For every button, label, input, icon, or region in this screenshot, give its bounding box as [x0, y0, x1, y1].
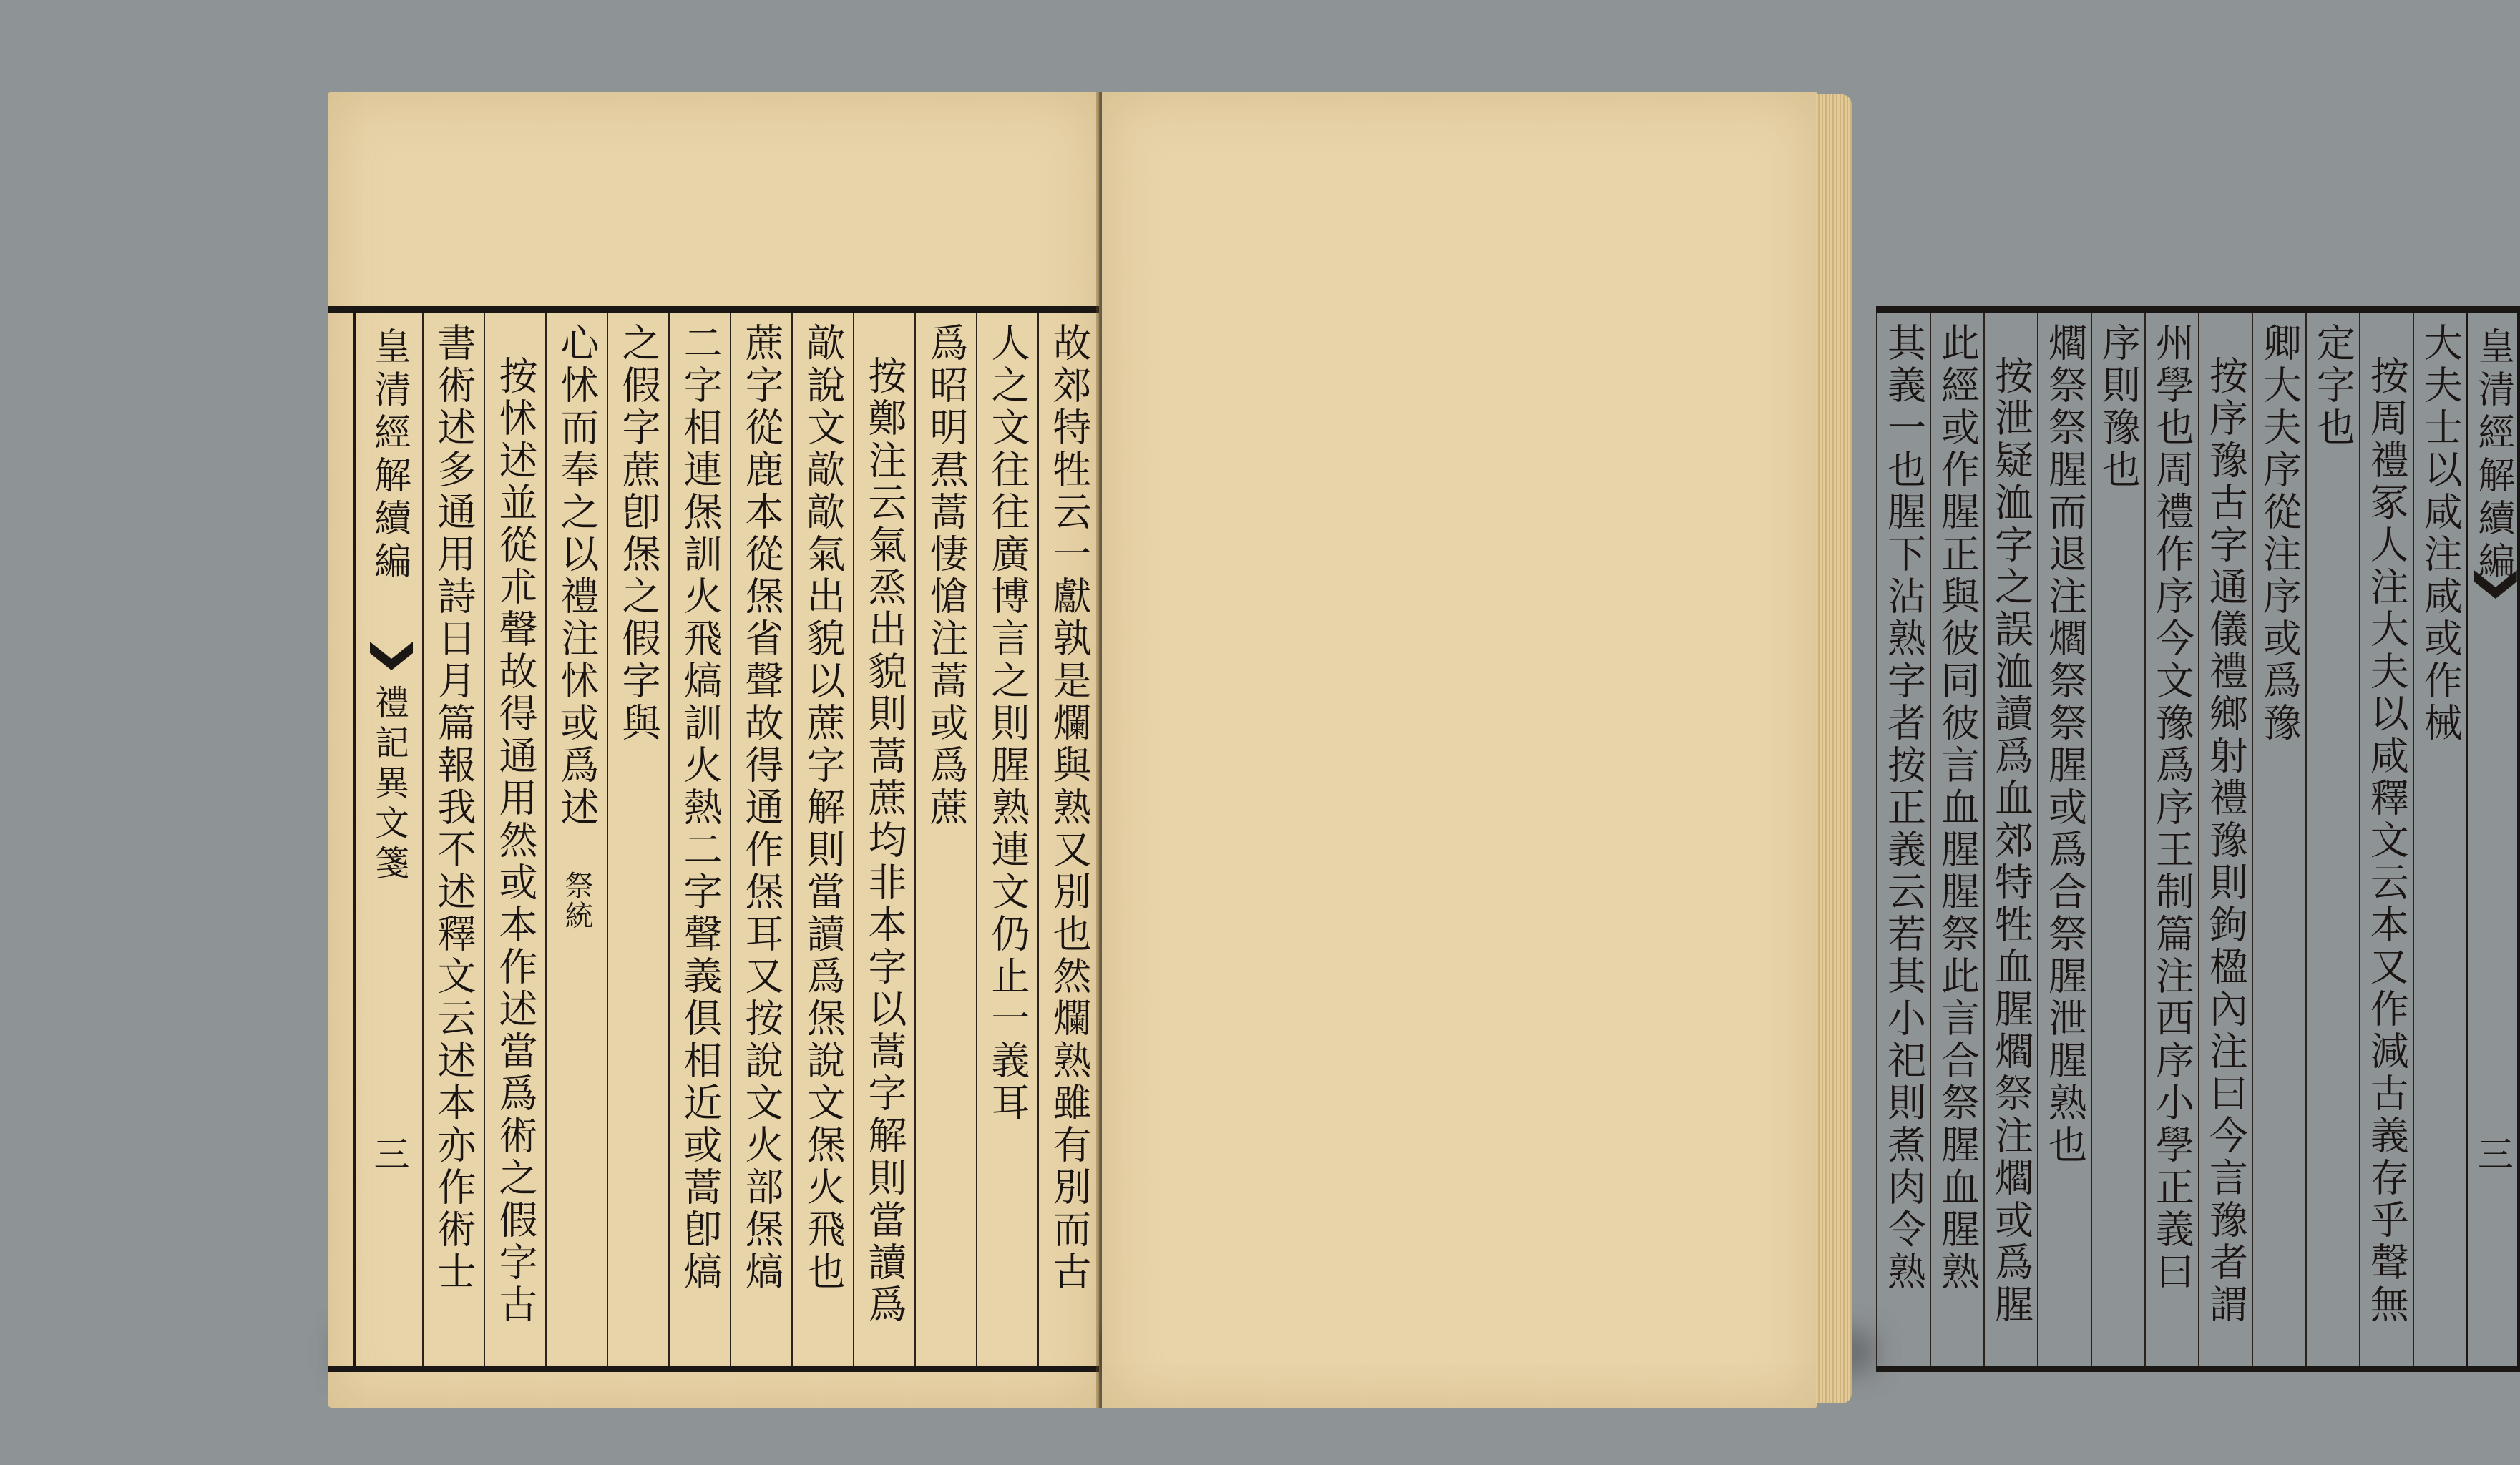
column-text: 爓祭祭腥而退注爓祭祭腥或爲合祭腥泄腥熟也: [2042, 323, 2088, 1167]
text-column: [668, 313, 730, 1366]
text-column: [914, 313, 976, 1366]
column-text: 序則豫也: [2096, 323, 2141, 491]
text-column: [2305, 313, 2359, 1366]
column-annotation: 祭統: [560, 871, 593, 931]
text-column: [976, 313, 1037, 1366]
page-edges: [1816, 94, 1852, 1403]
column-text: 按怵述並從朮聲故得通用然或本作述當爲術之假字古: [493, 356, 538, 1326]
column-text: 按泄疑洫字之誤洫讀爲血郊特牲血腥爓祭注爓或爲腥: [1988, 356, 2034, 1326]
margin-section: 禮記異文箋: [368, 685, 409, 885]
text-column: [2037, 313, 2091, 1366]
column-text: 人之文往往廣博言之則腥熟連文仍止一義耳: [985, 323, 1030, 1125]
column-text: 歊說文歊歊氣出貌以蔗字解則當讀爲㷛說文㷛火飛也: [801, 323, 846, 1293]
text-column: [484, 313, 545, 1366]
text-column: [1930, 313, 1983, 1366]
column-text: 蔗字從鹿本從㷛省聲故得通作㷛耳又按說文火部㷛熇: [739, 323, 784, 1293]
text-column: [1876, 313, 1930, 1366]
left-text-frame: [328, 306, 1099, 1372]
text-column: [422, 313, 484, 1366]
column-text: 按鄭注云氣烝出貌則蒿蔗均非本字以蒿字解則當讀爲: [862, 356, 907, 1326]
column-text: 州學也周禮作序今文豫爲序王制篇注西序小學正義曰: [2149, 323, 2195, 1293]
text-column: [545, 313, 607, 1366]
right-page: [1102, 92, 2514, 1408]
text-column: [607, 313, 668, 1366]
text-column: [2091, 313, 2144, 1366]
column-text: 大夫士以咸注咸或作械: [2418, 323, 2463, 745]
column-text: 爲昭明焄蒿悽愴注蒿或爲蔗: [924, 323, 969, 829]
text-column: [2198, 313, 2252, 1366]
right-columns: [1876, 313, 2517, 1366]
left-block-margin: [353, 313, 422, 1366]
column-text: 按周禮冢人注大夫以咸釋文云本又作減古義存乎聲無: [2364, 356, 2410, 1326]
text-column: [791, 313, 853, 1366]
text-column: [2359, 313, 2413, 1366]
text-column: [730, 313, 791, 1366]
column-text: 書術述多通用詩日月篇報我不述釋文云述本亦作術士: [431, 323, 477, 1293]
open-book: [328, 92, 2514, 1422]
right-text-frame: [1876, 306, 2520, 1372]
margin-folio: 三: [368, 1135, 410, 1177]
left-columns: [328, 313, 1099, 1366]
text-column: [2252, 313, 2305, 1366]
margin-title: 皇清經解續編: [2471, 327, 2514, 584]
fishtail-mark: [370, 642, 413, 670]
column-text: 按序豫古字通儀禮鄉射禮豫則鉤楹內注曰今言豫者謂: [2203, 356, 2249, 1326]
text-column: [2413, 313, 2466, 1366]
column-text: 其義一也腥下沾熟字者按正義云若其小祀則煮肉令熟: [1881, 323, 1927, 1293]
text-column: [1037, 313, 1099, 1366]
margin-folio: 三: [2471, 1135, 2514, 1177]
column-text: 心怵而奉之以禮注怵或爲述: [555, 323, 600, 829]
column-text: 定字也: [2310, 323, 2356, 449]
text-column: [853, 313, 914, 1366]
margin-title: 皇清經解續編: [367, 327, 411, 584]
left-page: [328, 92, 1099, 1408]
column-text: 卿大夫序從注序或爲豫: [2257, 323, 2302, 745]
column-text: 故郊特牲云一獻孰是爛與熟又別也然爛熟雖有別而古: [1047, 323, 1092, 1293]
text-column: [1983, 313, 2037, 1366]
column-text: 此經或作腥正與彼同彼言血腥腥祭此言合祭腥血腥熟: [1935, 323, 1981, 1293]
text-column: [2144, 313, 2198, 1366]
column-text: 之假字蔗卽㷛之假字與: [616, 323, 661, 745]
right-block-margin: [2466, 313, 2517, 1366]
column-text: 二字相連㷛訓火飛熇訓火熱二字聲義俱相近或蒿卽熇: [678, 323, 723, 1293]
